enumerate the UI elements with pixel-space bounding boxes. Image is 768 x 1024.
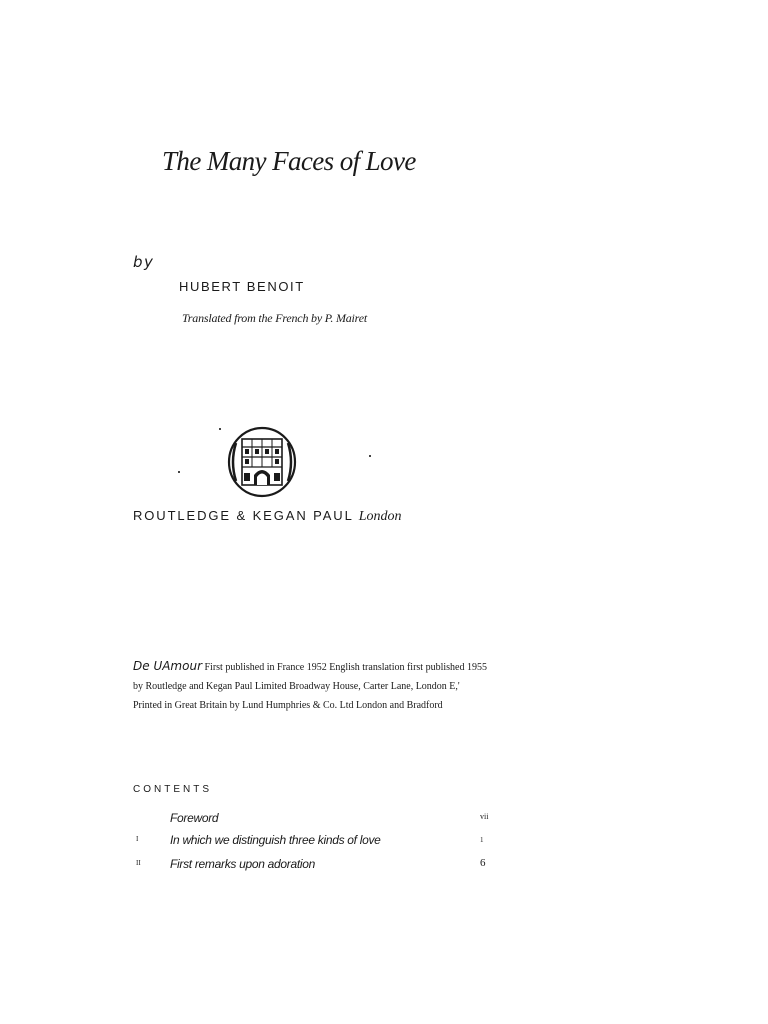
toc-entry-page: vii: [480, 812, 489, 821]
imprint-line-1: [133, 659, 487, 673]
original-title: De UAmour: [133, 659, 202, 673]
imprint-line-2: by Routledge and Kegan Paul Limited Broadway House, Carter Lane, London E,': [133, 681, 460, 692]
toc-entry-title: First remarks upon adoration: [170, 857, 315, 871]
author-name: HUBERT BENOIT: [179, 279, 305, 294]
toc-entry-title: In which we distinguish three kinds of love: [170, 833, 381, 847]
by-line: by: [133, 253, 155, 271]
book-title: The Many Faces of Love: [162, 146, 416, 176]
print-speck: [178, 471, 180, 473]
print-speck: [219, 428, 221, 430]
publisher-city: London: [358, 509, 402, 524]
toc-entry-page: 1: [480, 836, 484, 844]
publisher-line: [133, 508, 402, 525]
imprint-line-1-text: First published in France 1952 English translation first published 1955: [204, 662, 487, 673]
toc-entry-number: I: [136, 835, 139, 843]
toc-entry-number: II: [136, 859, 141, 867]
print-speck: [369, 455, 371, 457]
publisher-name: ROUTLEDGE & KEGAN PAUL: [133, 508, 354, 523]
translator-credit: Translated from the French by P. Mairet: [182, 311, 367, 325]
toc-entry-title: Foreword: [170, 811, 219, 825]
contents-heading: CONTENTS: [133, 784, 212, 795]
publisher-house-emblem-icon: [226, 425, 298, 499]
toc-entry-page: 6: [480, 857, 486, 869]
imprint-line-3: Printed in Great Britain by Lund Humphries & Co. Ltd London and Bradford: [133, 700, 443, 711]
